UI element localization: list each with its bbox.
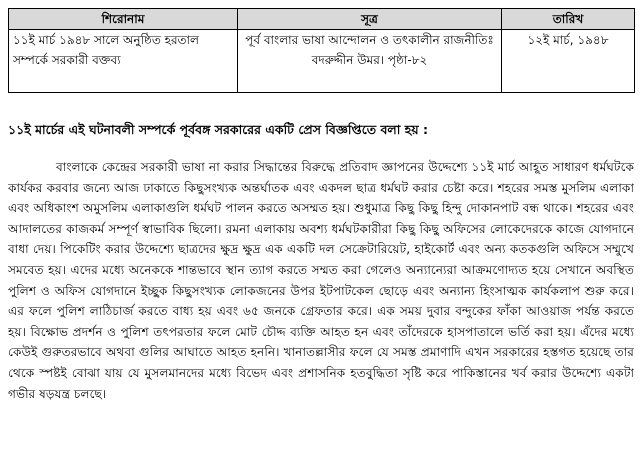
header-title: শিরোনাম [9,9,238,30]
cell-title: ১১ই মার্চ ১৯৪৮ সালে অনুষ্ঠিত হরতাল সম্পর্কে সরকারী বক্তব্য [9,30,238,93]
body-paragraph: বাংলাকে কেন্দ্রের সরকারী ভাষা না করার সিদ্ধান্তের বিরুদ্ধে প্রতিবাদ জ্ঞাপনের উদ্দেশ্যে ১১ই মার্চ আহূত সাধারণ ধর্মঘটকে কার্যকর করবার জন্যে আজ ঢাকাতে কিছুসংখ্যক অন্তর্ঘাতক এবং একদল ছাত্র ধর্মঘট করার চেষ্টা করে। শহরের সমস্ত মুসলিম এলাকা এবং অধিকাংশ অমুসলিম এলাকাগুলি ধর্মঘট পালন করতে অসম্মত হয়। শুধুমাত্র কিছু কিছু হিন্দু দোকানপাট বন্ধ থাকে। শহরের এবং আদালতের কাজকর্ম সম্পূর্ণ স্বাভাবিক ছিলো। রমনা এলাকায় অবশ্য ধর্মঘটকারীরা কিছু কিছু অফিসের লোকেদেরকে কাজে যোগদানে বাধা দেয়। পিকেটিং করার উদ্দেশ্যে ছাত্রদের ক্ষুদ্র ক্ষুদ্র এক একটি দল সেক্রেটারিয়েট, হাইকোর্ট এবং অন্য কতকগুলি অফিসে সম্মুখে সমবেত হয়। এদের মধ্যে অনেককে শান্তভাবে স্থান ত্যাগ করতে সম্মত করা গেলেও অন্যান্যেরা আক্রমণোদ্যত হয়ে সেখানে অবস্থিত পুলিশ ও অফিস যোগদানে ইচ্ছুক কিছুসংখ্যক লোকজনের উপর ইটপাটকেল ছোড়ে এবং অন্যান্য হিংসাত্মক কার্যকলাপ শুরু করে। এর ফলে পুলিশ লাঠিচার্জ করতে বাধ্য হয় এবং ৬৫ জনকে গ্রেফতার করে। এক সময় দুবার বন্দুকের ফাঁকা আওয়াজ পর্যন্ত করতে হয়। বিক্ষোভ প্রদর্শন ও পুলিশ তৎপরতার ফলে মোট চৌদ্দ ব্যক্তি আহত হন এবং তাঁদেরকে হাসপাতালে ভর্তি করা হয়। এঁদের মধ্যে কেউই গুরুতরভাবে অথবা গুলির আঘাতে আহত হননি। খানাতল্লাসীর ফলে যে সমস্ত প্রমাণাদি এখন সরকারের হস্তগত হয়েছে তার থেকে স্পষ্টই বোঝা যায় যে মুসলমানদের মধ্যে বিভেদ এবং প্রশাসনিক হতবুদ্ধিতা সৃষ্টি করে পাকিস্তানের খর্ব করার উদ্দেশ্যে একটা গভীর ষড়যন্ত্র চলছে। [8,160,634,401]
table-header-row [9,9,635,30]
cell-source: পূর্ব বাংলার ভাষা আন্দোলন ও তৎকালীন রাজনীতিঃ বদরুদ্দীন উমর। পৃষ্ঠা-৮২ [238,30,502,93]
header-date: তারিখ [502,9,635,30]
cell-date: ১২ই মার্চ, ১৯৪৮ [502,30,635,93]
table-row [9,30,635,93]
document-meta-table [8,8,635,93]
section-heading: ১১ই মার্চের এই ঘটনাবলী সম্পর্কে পূর্ববঙ্গ সরকারের একটি প্রেস বিজ্ঞপ্তিতে বলা হয় : [8,122,428,137]
header-source: সূত্র [238,9,502,30]
